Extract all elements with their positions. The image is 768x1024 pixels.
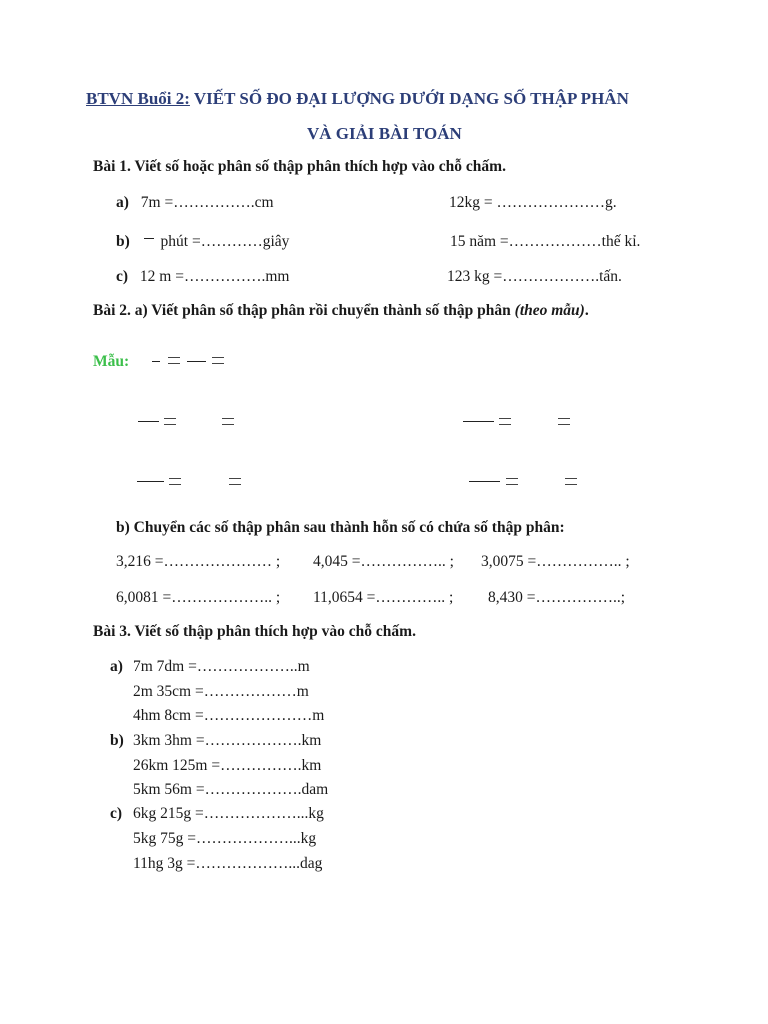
bai3-b-item-1: 3km 3hm =……………….km: [133, 732, 322, 749]
bai1-label-c: c): [116, 268, 129, 285]
conv-1-1: 3,216 =………………… ;: [116, 553, 281, 570]
bai2-part-b: b) Chuyển các số thập phân sau thành hỗn số có chứa số thập phân:: [116, 519, 565, 536]
conv-2-3: 8,430 =……………..;: [488, 589, 626, 606]
mau-label: Mẫu:: [93, 353, 130, 370]
conv-2-2: 11,0654 =………….. ;: [313, 589, 454, 606]
blank-equals: [222, 418, 234, 425]
mau-fraction-bar-2: [187, 361, 206, 362]
bai1-heading: Bài 1. Viết số hoặc phân số thập phân thích hợp vào chỗ chấm.: [93, 158, 506, 175]
bai3-a-item-3: 4hm 8cm =…………………m: [133, 707, 325, 724]
blank-fraction-bar: [463, 421, 494, 422]
bai1-a-right: 12kg = …………………g.: [449, 194, 617, 211]
bai3-c-item-3: 11hg 3g =………………...dag: [133, 855, 323, 872]
conv-2-1: 6,0081 =……………….. ;: [116, 589, 281, 606]
title-main: VIẾT SỐ ĐO ĐẠI LƯỢNG DƯỚI DẠNG SỐ THẬP PHÂN: [193, 89, 629, 108]
bai1-label-a: a): [116, 194, 129, 211]
mau-fraction-bar-1: [152, 361, 160, 362]
bai1-c-left: 12 m =…………….mm: [139, 268, 290, 285]
bai3-a-item-1: 7m 7dm =………………..m: [133, 658, 310, 675]
conv-1-3: 3,0075 =…………….. ;: [481, 553, 630, 570]
blank-equals: [229, 478, 241, 485]
bai1-a-left: 7m =…………….cm: [140, 194, 274, 211]
bai3-b-item-2: 26km 125m =…………….km: [133, 757, 322, 774]
title-lead: BTVN Buổi 2:: [86, 89, 190, 108]
conv-1-2: 4,045 =…………….. ;: [313, 553, 454, 570]
bai1-b-right: 15 năm =………………thế kỉ.: [450, 233, 641, 250]
bai2-heading: [93, 302, 589, 320]
bai3-a-item-2: 2m 35cm =………………m: [133, 683, 309, 700]
blank-equals: [506, 478, 518, 485]
mau-equals-1: [168, 357, 180, 364]
bai3-b-item-3: 5km 56m =……………….dam: [133, 781, 329, 798]
bai3-heading: Bài 3. Viết số thập phân thích hợp vào chỗ chấm.: [93, 623, 416, 640]
blank-equals: [164, 418, 176, 425]
page-title-line-2: VÀ GIẢI BÀI TOÁN: [307, 124, 462, 143]
fraction-bar: [144, 238, 154, 239]
bai3-label-c: c): [110, 805, 123, 822]
mau-equals-2: [212, 357, 224, 364]
bai3-c-item-2: 5kg 75g =………………...kg: [133, 830, 317, 847]
blank-fraction-bar: [469, 481, 500, 482]
bai1-c-right: 123 kg =……………….tấn.: [447, 268, 622, 285]
bai1-b-left: phút =…………giây: [160, 233, 290, 250]
bai3-label-b: b): [110, 732, 124, 749]
blank-equals: [169, 478, 181, 485]
page-title-line-1: [86, 89, 629, 109]
bai1-row-b: [116, 233, 289, 251]
blank-equals: [565, 478, 577, 485]
bai2-heading-text: Bài 2. a) Viết phân số thập phân rồi chuyển thành số thập phân: [93, 302, 511, 319]
bai1-row-c: [116, 268, 289, 286]
bai1-row-a: [116, 194, 274, 212]
bai2-heading-end: .: [584, 302, 589, 319]
blank-fraction-bar: [137, 481, 164, 482]
bai1-label-b: b): [116, 233, 130, 250]
blank-equals: [499, 418, 511, 425]
blank-fraction-bar: [138, 421, 159, 422]
bai3-label-a: a): [110, 658, 123, 675]
bai2-heading-italic: (theo mẫu): [514, 302, 585, 319]
blank-equals: [558, 418, 570, 425]
bai3-c-item-1: 6kg 215g =………………...kg: [133, 805, 324, 822]
